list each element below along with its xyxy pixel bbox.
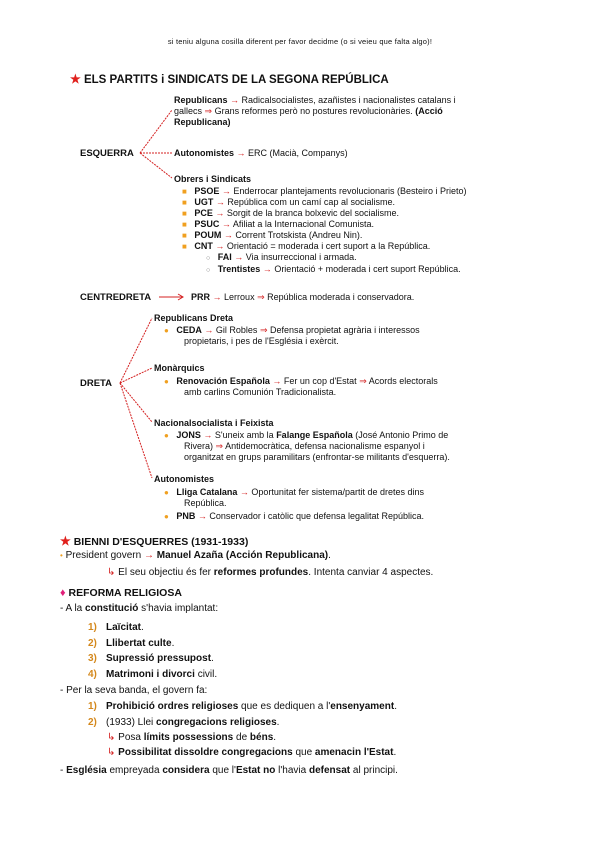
- obrers-title: Obrers i Sindicats: [174, 174, 252, 184]
- republicans-name: Republicans: [174, 95, 228, 105]
- autonomistes-text: ERC (Macià, Companys): [248, 148, 348, 158]
- list-item: 2) (1933) Llei congregacions religioses.: [88, 717, 280, 728]
- centredreta-text: PRR → Lerroux ⇒ República moderada i conservadora.: [191, 292, 415, 302]
- republicans-text2: gallecs: [174, 106, 203, 116]
- bienni-line2: ↳ El seu objectiu és fer reformes profundes. Intenta canviar 4 aspectes.: [107, 567, 434, 578]
- renovacion-item: ● Renovación Española → Fer un cop d'Estat ⇒ Acords electorals amb carlins Comunión Tradicionalista.: [164, 376, 438, 397]
- list-item: ■ CNT → Orientació = moderada i cert suport a la República.: [182, 241, 431, 251]
- label-centredreta: CENTREDRETA: [80, 292, 152, 303]
- dreta-group-title: Republicans Dreta: [154, 313, 234, 323]
- dreta-group-title: Nacionalsocialista i Feixista: [154, 418, 274, 428]
- list-item: 4) Matrimoni i divorci civil.: [88, 668, 218, 680]
- sub-item: ↳ Posa límits possessions de béns.: [107, 732, 277, 743]
- section-title-text: BIENNI D'ESQUERRES (1931-1933): [73, 536, 249, 548]
- list-item: 2) Llibertat culte.: [88, 637, 175, 649]
- section-title-reforma: [60, 587, 182, 599]
- pnb-item: ● PNB → Conservador i catòlic que defensa legalitat República.: [164, 511, 425, 521]
- autonomistes-esquerra: Autonomistes → ERC (Macià, Companys): [174, 148, 348, 158]
- header-note: si teniu alguna cosilla diferent per favor decidme (o si veieu que falta algo)!: [167, 37, 433, 46]
- dreta-group-title: Monàrquics: [154, 363, 205, 373]
- republicans-line2: gallecs ⇒ Grans reformes però no postures revolucionàries. (Acció: [174, 106, 443, 116]
- prr-name: PRR: [191, 292, 211, 302]
- list-item: ○ Trentistes → Orientació + moderada i cert suport República.: [206, 264, 461, 274]
- republicans-text2c: (Acció: [415, 106, 443, 116]
- list-item: ■ PSOE → Enderrocar plantejaments revolucionaris (Besteiro i Prieto): [182, 186, 467, 196]
- lliga-item: ● Lliga Catalana → Oportunitat fer sistema/partit de dretes dins República.: [164, 487, 425, 508]
- star-icon: ★: [60, 534, 71, 548]
- reforma-intro2: - Per la seva banda, el govern fa:: [60, 685, 208, 696]
- jons-item: ● JONS → S'uneix amb la Falange Española (José Antonio Primo de Rivera) ⇒ Antidemocràtica, defensa nacionalisme espanyol i organitzat en grups paramilitars (enfrontar-se militants d'esquerra).: [164, 430, 450, 462]
- section-title-text: ELS PARTITS i SINDICATS DE LA SEGONA REPÚBLICA: [83, 74, 389, 86]
- autonomistes-name: Autonomistes: [174, 148, 235, 158]
- list-item: ■ POUM → Corrent Trotskista (Andreu Nin).: [182, 230, 363, 240]
- list-item: 1) Laïcitat.: [88, 622, 144, 633]
- section-title-bienni: [60, 534, 248, 548]
- label-esquerra: ESQUERRA: [80, 148, 134, 159]
- reforma-list1: [88, 620, 217, 682]
- reforma-intro: - A la constitució s'havia implantat:: [60, 603, 219, 614]
- list-item: ■ PCE → Sorgit de la branca bolxevic del socialisme.: [182, 208, 399, 218]
- diamond-icon: ♦: [60, 587, 66, 599]
- section-title-partits: [70, 72, 389, 86]
- list-item: 1) Prohibició ordres religioses que es dediquen a l'ensenyament.: [88, 701, 397, 712]
- reforma-last-line: - Església empreyada considera que l'Estat no l'havia defensat al principi.: [60, 765, 398, 776]
- prr-text2: República moderada i conservadora.: [267, 292, 415, 302]
- star-icon: ★: [70, 72, 81, 86]
- section-title-text: REFORMA RELIGIOSA: [68, 587, 182, 599]
- dreta-autonomistes-title: Autonomistes: [154, 474, 215, 484]
- republicans-line1: Republicans → Radicalsocialistes, azañistes i nacionalistes catalans i: [174, 95, 456, 105]
- ceda-item: ● CEDA → Gil Robles ⇒ Defensa propietat agrària i interessos propietaris, i pes de l'Església i exèrcit.: [164, 325, 420, 346]
- obrers-list: [182, 186, 467, 276]
- list-item: 3) Supressió pressupost.: [88, 653, 214, 664]
- list-item: ■ UGT → República com un camí cap al socialisme.: [182, 197, 395, 207]
- republicans-text1: Radicalsocialistes, azañistes i nacionalistes catalans i: [241, 95, 456, 105]
- list-item: ○ FAI → Via insurreccional i armada.: [206, 252, 357, 262]
- sub-item: ↳ Possibilitat dissoldre congregacions que amenacin l'Estat.: [107, 747, 397, 758]
- republicans-text2b: Grans reformes però no postures revolucionàries.: [214, 106, 413, 116]
- republicans-line3: Republicana): [174, 117, 231, 127]
- bienni-line1: • President govern → Manuel Azaña (Acción Republicana).: [60, 550, 331, 561]
- list-item: ■ PSUC → Afiliat a la Internacional Comunista.: [182, 219, 374, 229]
- label-dreta: DRETA: [80, 378, 113, 389]
- prr-text1: Lerroux: [224, 292, 255, 302]
